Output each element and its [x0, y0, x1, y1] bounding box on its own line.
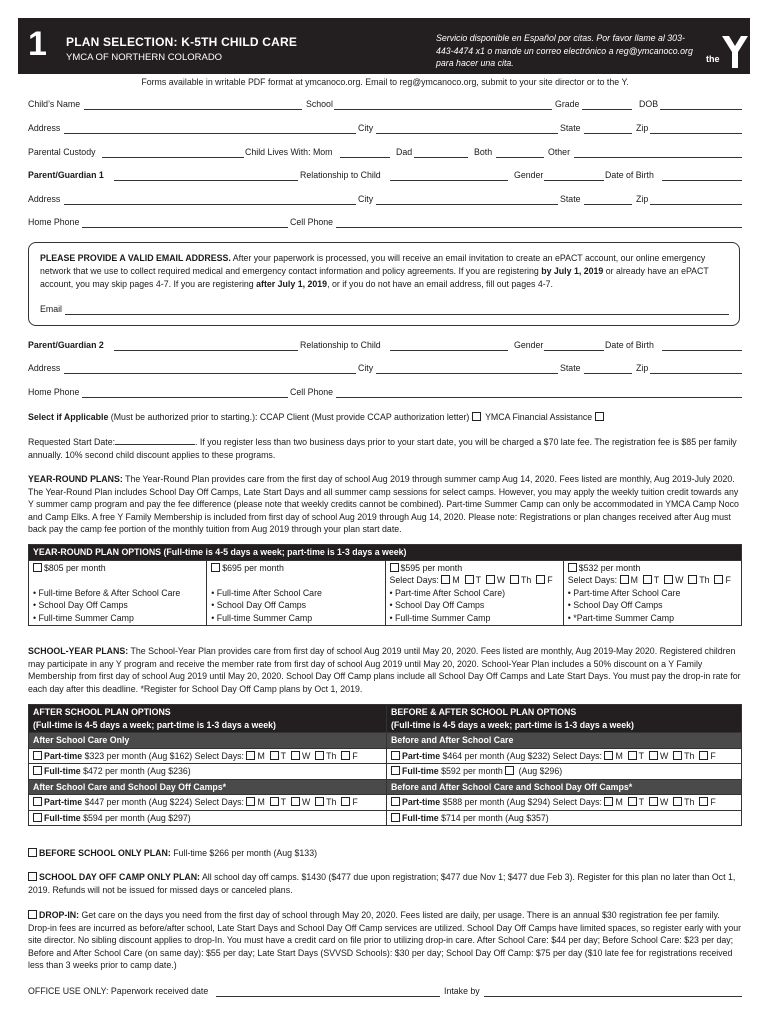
plan-feature: • School Day Off Camps [211, 600, 307, 610]
day-off-camp-plan: SCHOOL DAY OFF CAMP ONLY PLAN: All school day off camps. $1430 ($477 due upon registration; $477 due Nov 1; $477 due Feb 3). Register for this plan no later than Oct 1, 2019. Refunds will not be issued for missed days or canceled plans. [28, 872, 736, 895]
email-field[interactable] [65, 314, 729, 315]
cell-phone-label: Cell Phone [290, 387, 334, 397]
day-checkbox[interactable] [699, 797, 708, 806]
before-after-parttime-option: Part-time $464 per month (Aug $232) Select Days: M T W Th F [387, 748, 742, 764]
state-label: State [560, 194, 581, 204]
state-field[interactable] [584, 133, 632, 134]
city-label: City [358, 194, 374, 204]
after-fulltime-checkbox[interactable] [33, 766, 42, 775]
after-school-header: AFTER SCHOOL PLAN OPTIONS (Full-time is 4-5 days a week; part-time is 1-3 days a week) [29, 705, 387, 733]
office-use-label: OFFICE USE ONLY: Paperwork received date [28, 986, 209, 996]
gender-field[interactable] [544, 180, 604, 181]
day-checkbox[interactable] [291, 797, 300, 806]
start-date-paragraph: Requested Start Date: . If you register less than two business days prior to your start date, you will be charged a $70 late fee. The registration fee is $85 per family annually. 10% second child discount applies to these programs. [28, 437, 737, 460]
intake-label: Intake by [444, 986, 480, 996]
both-label: Both [474, 147, 493, 157]
after-fulltime-option: Full-time $472 per month (Aug $236) [29, 764, 387, 780]
year-round-paragraph: YEAR-ROUND PLANS: The Year-Round Plan provides care from the first day of school Aug 2019 through summer camp Aug 14, 2020. Fees listed are monthly, Aug 2019-July 2020. The Year-Round Plan includes School Day Off Camps, Late Start Days and all summer camp sessions for select camps. However, you may apply the weekly tuition credit towards any Y summer camp program and pay the fee difference (please note that weekly credits cannot be combined). Part-time Summer Camp can only be accommodated in YMCA Camp Noco and Camp Elks. A free Y Family Membership is included from first day of school Aug 2019 through Aug 14, 2020. Please note: Registrations or plan changes received after Aug must back pay the camp fee portion of the monthly tuition from Aug 2019 through your plan start date. [28, 474, 739, 535]
before-school-only-plan: BEFORE SCHOOL ONLY PLAN: Full-time $266 per month (Aug $133) [28, 847, 744, 860]
day-checkbox[interactable] [315, 751, 324, 760]
cell-phone-field[interactable] [336, 397, 742, 398]
grade-label: Grade [555, 99, 580, 109]
day-off-camp-checkbox[interactable] [28, 872, 37, 881]
year-round-option-checkbox[interactable] [211, 563, 220, 572]
state-field[interactable] [584, 373, 632, 374]
day-checkbox[interactable] [486, 575, 495, 584]
school-label: School [306, 99, 333, 109]
child-name-row [28, 99, 742, 113]
child-address-row [28, 123, 742, 137]
plan-feature: • *Part-time Summer Camp [567, 612, 674, 623]
state-label: State [560, 123, 581, 133]
start-date-field[interactable] [115, 435, 195, 445]
day-checkbox[interactable] [673, 751, 682, 760]
relationship-field[interactable] [390, 180, 508, 181]
day-checkbox[interactable] [291, 751, 300, 760]
before-after-fulltime-option: Full-time $592 per month (Aug $296) [387, 764, 742, 780]
child-name-field[interactable] [84, 109, 302, 110]
office-use-row [28, 986, 742, 1000]
address-label: Address [28, 194, 61, 204]
relationship-field[interactable] [390, 350, 508, 351]
guardian2-address-row [28, 363, 742, 377]
guardian2-name-field[interactable] [114, 350, 298, 351]
custody-row [28, 147, 742, 161]
email-notice-text: PLEASE PROVIDE A VALID EMAIL ADDRESS. After your paperwork is processed, you will receive an email invitation to create an ePACT account, our online emergency network that we use to collect required medical and emergency contact information and policy agreements. If you are registering by July 1, 2019 or already have an ePACT account, you may skip pages 4-7. If you are registering after July 1, 2019, or if you do not have an email address, fill out pages 4-7. [40, 253, 709, 290]
school-year-table [28, 704, 742, 826]
address-field[interactable] [64, 204, 356, 205]
guardian1-row [28, 170, 742, 184]
day-checkbox[interactable] [649, 797, 658, 806]
year-round-option-checkbox[interactable] [568, 563, 577, 572]
spanish-service-note: Servicio disponible en Español por citas. Por favor llame al 303-443-4474 x1 o mande un correo electrónico a reg@ymcanoco.org para hacer una cita. [436, 33, 693, 68]
address-field[interactable] [64, 133, 356, 134]
zip-label: Zip [636, 123, 649, 133]
plan-feature: • Part-time After School Care [567, 587, 681, 598]
after-dayoff-parttime-option: Part-time $447 per month (Aug $224) Select Days: M T W Th F [29, 795, 387, 811]
after-parttime-checkbox[interactable] [33, 751, 42, 760]
day-checkbox[interactable] [628, 797, 637, 806]
before-school-only-checkbox[interactable] [28, 848, 37, 857]
school-field[interactable] [334, 109, 552, 110]
custody-field[interactable] [102, 157, 244, 158]
logo-text: the [706, 54, 720, 64]
day-checkbox[interactable] [620, 575, 629, 584]
mom-field[interactable] [340, 157, 390, 158]
address-label: Address [28, 363, 61, 373]
zip-field[interactable] [650, 133, 742, 134]
day-checkbox[interactable] [441, 575, 450, 584]
before-after-dayoff-parttime-checkbox[interactable] [391, 797, 400, 806]
year-round-table [28, 544, 742, 626]
organization-name: YMCA OF NORTHERN COLORADO [66, 52, 223, 63]
before-after-subheader: Before and After School Care [387, 733, 742, 749]
home-phone-field[interactable] [82, 397, 288, 398]
dad-label: Dad [396, 147, 413, 157]
day-checkbox[interactable] [714, 575, 723, 584]
zip-label: Zip [636, 363, 649, 373]
email-label: Email [40, 304, 62, 314]
guardian1-name-field[interactable] [114, 180, 298, 181]
city-field[interactable] [376, 373, 558, 374]
address-field[interactable] [64, 373, 356, 374]
day-checkbox[interactable] [699, 751, 708, 760]
day-checkbox[interactable] [604, 797, 613, 806]
year-round-option-2: $695 per month • Full-time After School Care • School Day Off Camps • Full-time Summer Camp [207, 560, 385, 626]
plan-feature: • School Day Off Camps [389, 600, 485, 610]
relationship-label: Relationship to Child [300, 340, 381, 350]
city-field[interactable] [376, 204, 558, 205]
forms-note: Forms available in writable PDF format at ymcanoco.org. Email to reg@ymcanoco.org, submit to your site director or to the Y. [141, 77, 629, 87]
other-field[interactable] [574, 157, 742, 158]
plan-feature: • Full-time After School Care [211, 587, 322, 598]
intake-field[interactable] [484, 996, 742, 997]
financial-assistance-checkbox[interactable] [595, 412, 604, 421]
day-checkbox[interactable] [341, 751, 350, 760]
year-round-header: YEAR-ROUND PLAN OPTIONS (Full-time is 4-5 days a week; part-time is 1-3 days a week) [29, 545, 742, 561]
day-checkbox[interactable] [465, 575, 474, 584]
year-round-option-4: $532 per month Select Days: M T W Th F • Part-time After School Care • School Day Off Camps • *Part-time Summer Camp [563, 560, 741, 626]
after-school-dayoff-subheader: After School Care and School Day Off Camps* [29, 779, 387, 795]
day-checkbox[interactable] [664, 575, 673, 584]
both-field[interactable] [496, 157, 544, 158]
day-checkbox[interactable] [315, 797, 324, 806]
ymca-logo [704, 32, 750, 72]
guardian2-row [28, 340, 742, 354]
plan-feature: • Full-time Before & After School Care [33, 587, 181, 598]
day-checkbox[interactable] [649, 751, 658, 760]
plan-feature: • Full-time Summer Camp [211, 612, 313, 623]
custody-label: Parental Custody [28, 147, 96, 157]
day-checkbox[interactable] [341, 797, 350, 806]
after-parttime-option: Part-time $323 per month (Aug $162) Select Days: M T W Th F [29, 748, 387, 764]
zip-field[interactable] [650, 204, 742, 205]
grade-field[interactable] [582, 109, 632, 110]
guardian2-label: Parent/Guardian 2 [28, 340, 104, 350]
state-field[interactable] [584, 204, 632, 205]
home-phone-label: Home Phone [28, 217, 80, 227]
home-phone-field[interactable] [82, 227, 288, 228]
email-notice-box [28, 242, 740, 326]
guardian1-phone-row [28, 217, 742, 231]
lives-with-label: Child Lives With: Mom [245, 147, 333, 157]
before-after-dayoff-parttime-option: Part-time $588 per month (Aug $294) Select Days: M T W Th F [387, 795, 742, 811]
plan-feature: • School Day Off Camps [567, 600, 663, 610]
address-label: Address [28, 123, 61, 133]
received-date-field[interactable] [216, 996, 440, 997]
city-field[interactable] [376, 133, 558, 134]
day-checkbox[interactable] [643, 575, 652, 584]
before-after-dayoff-fulltime-option: Full-time $714 per month (Aug $357) [387, 810, 742, 826]
day-checkbox[interactable] [688, 575, 697, 584]
dob-field[interactable] [662, 350, 742, 351]
day-checkbox[interactable] [628, 751, 637, 760]
drop-in-checkbox[interactable] [28, 910, 37, 919]
page-number: 1 [28, 25, 47, 63]
zip-field[interactable] [650, 373, 742, 374]
other-label: Other [548, 147, 571, 157]
select-applicable: Select if Applicable (Must be authorized prior to starting.): CCAP Client (Must provide CCAP authorization letter) YMCA Financial Assistance [28, 411, 744, 424]
city-label: City [358, 123, 374, 133]
day-checkbox[interactable] [246, 751, 255, 760]
dob-field[interactable] [660, 109, 742, 110]
relationship-label: Relationship to Child [300, 170, 381, 180]
gender-label: Gender [514, 340, 544, 350]
dob-label: Date of Birth [605, 340, 654, 350]
after-school-only-subheader: After School Care Only [29, 733, 387, 749]
plan-feature: • Part-time After School Care) [389, 587, 506, 598]
before-after-dayoff-fulltime-checkbox[interactable] [391, 813, 400, 822]
cell-phone-label: Cell Phone [290, 217, 334, 227]
dad-field[interactable] [414, 157, 468, 158]
before-after-fulltime-checkbox[interactable] [391, 766, 400, 775]
after-dayoff-parttime-checkbox[interactable] [33, 797, 42, 806]
dob-label: Date of Birth [605, 170, 654, 180]
guardian1-address-row [28, 194, 742, 208]
day-checkbox[interactable] [604, 751, 613, 760]
plan-feature: • School Day Off Camps [33, 600, 128, 610]
before-after-parttime-checkbox[interactable] [391, 751, 400, 760]
day-checkbox[interactable] [510, 575, 519, 584]
drop-in-plan: DROP-IN: Get care on the days you need from the first day of school through May 20, 2020. Fees listed are daily, per usage. There is an annual $30 registration fee per family. Drop-in fees are incurred as before/after school, Late Start Days and School Day Off Camp services are utilized. School Day Off Camps have limited spaces, so register early with your site director. No sibling discount applies to drop-In. You must have a credit card on file prior to utilizing drop-in care. After School Care: $44 per day; Before School Care: $23 per day; Before and After School Care (on same day): $55 per day; Late Start Days (SVVSD Schools): $30 per day; School Day Off Camp: $75 per day ($10 late fee for registrations received less than 3 weeks prior to camp date.) [28, 910, 742, 971]
aug-checkbox[interactable] [505, 766, 514, 775]
year-round-option-3: $595 per month Select Days: M T W Th F • Part-time After School Care) • School Day Off Camps • Full-time Summer Camp [385, 560, 563, 626]
gender-field[interactable] [544, 350, 604, 351]
day-checkbox[interactable] [270, 751, 279, 760]
ccap-checkbox[interactable] [472, 412, 481, 421]
plan-feature: • Full-time Summer Camp [33, 612, 134, 623]
child-name-label: Child’s Name [28, 99, 81, 109]
after-dayoff-fulltime-checkbox[interactable] [33, 813, 42, 822]
state-label: State [560, 363, 581, 373]
school-year-paragraph: SCHOOL-YEAR PLANS: The School-Year Plan provides care from first day of school Aug 2019 until May 20, 2020. Fees listed are monthly, Aug 2019-May 2020. Registered children may participate in any Y program and receive the member rate from first day of school Aug 2019 until May 20, 2020. School-Year Plan includes a 50% discount on a Y Family Membership from first day of school Aug 2019 until May 20, 2020. School Day Off Camp plans include all School Day Off Camps and Late Start Days. You must pay the drop-in rate for each day after this deadline. *Register for School Day Off Camp plans by Oct 1, 2019. [28, 646, 741, 694]
dob-label: DOB [639, 99, 659, 109]
plan-feature: • Full-time Summer Camp [389, 612, 491, 623]
page-header [18, 18, 750, 74]
cell-phone-field[interactable] [336, 227, 742, 228]
start-date-label: Requested Start Date: [28, 437, 116, 447]
city-label: City [358, 363, 374, 373]
gender-label: Gender [514, 170, 544, 180]
day-checkbox[interactable] [246, 797, 255, 806]
dob-field[interactable] [662, 180, 742, 181]
guardian1-label: Parent/Guardian 1 [28, 170, 104, 180]
before-after-dayoff-subheader: Before and After School Care and School Day Off Camps* [387, 779, 742, 795]
before-after-header: BEFORE & AFTER SCHOOL PLAN OPTIONS (Full-time is 4-5 days a week; part-time is 1-3 days a week) [387, 705, 742, 733]
zip-label: Zip [636, 194, 649, 204]
guardian2-phone-row [28, 387, 742, 401]
home-phone-label: Home Phone [28, 387, 80, 397]
year-round-option-1: $805 per month • Full-time Before & After School Care • School Day Off Camps • Full-time Summer Camp [29, 560, 207, 626]
page-title: PLAN SELECTION: K-5TH CHILD CARE [66, 35, 298, 49]
day-checkbox[interactable] [536, 575, 545, 584]
day-checkbox[interactable] [673, 797, 682, 806]
year-round-option-checkbox[interactable] [33, 563, 42, 572]
after-dayoff-fulltime-option: Full-time $594 per month (Aug $297) [29, 810, 387, 826]
year-round-option-checkbox[interactable] [390, 563, 399, 572]
day-checkbox[interactable] [270, 797, 279, 806]
